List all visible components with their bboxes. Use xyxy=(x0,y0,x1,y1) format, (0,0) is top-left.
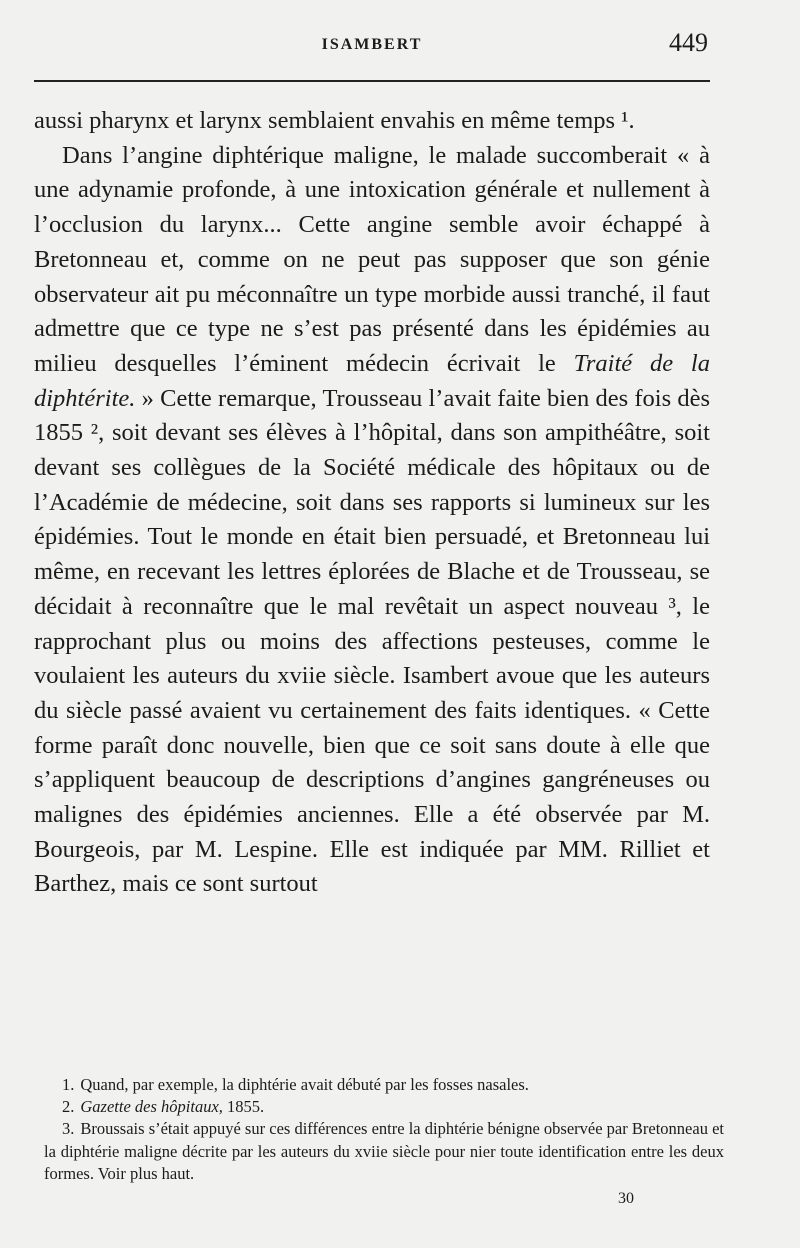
footnote-text: Quand, par exemple, la diphtérie avait débuté par les fosses nasales. xyxy=(80,1075,529,1094)
footnote xyxy=(44,1074,724,1096)
footnote-number: 2. xyxy=(62,1097,75,1117)
paragraph: aussi pharynx et larynx semblaient envahis en même temps ¹. xyxy=(34,107,635,134)
page-header xyxy=(34,28,710,62)
footnote xyxy=(44,1118,724,1185)
footnote-number: 1. xyxy=(62,1075,75,1094)
footnote-text: Gazette des hôpitaux, xyxy=(80,1097,223,1117)
paragraph-text: » Cette remarque, Trousseau l’avait faite bien des fois dès 1855 ², soit devant ses élèves à l’hôpital, dans son ampithéâtre, soit devant ses collègues de la Société médicale des hôpitaux ou de l’Académie de médecine, soit dans ses rapports si lumineux sur les épidémies. Tout le monde en était bien persuadé, et Bretonneau lui même, en recevant les lettres éplorées de Blache et de Trousseau, se décidait à reconnaître que le mal revêtait un aspect nouveau ³, le rapprochant plus ou moins des affections pesteuses, comme le voulaient les auteurs du xviie siècle. Isambert avoue que les auteurs du siècle passé avaient vu certainement des faits identiques. « Cette forme paraît donc nouvelle, bien que ce soit sans doute à elle que s’appliquent beaucoup de descriptions d’angines gangréneuses ou malignes des épidémies anciennes. Elle a été observée par M. Bourgeois, par M. Lespine. Elle est indiquée par MM. Rilliet et Barthez, mais ce sont surtout xyxy=(34,384,710,898)
paragraph xyxy=(34,139,710,902)
footnote-year: 1855. xyxy=(222,1097,265,1117)
cited-title: Traité de la diphtérite. xyxy=(34,349,710,412)
signature-mark: 30 xyxy=(618,1190,634,1207)
footnote-number: 3. xyxy=(62,1119,75,1139)
body-text xyxy=(34,104,710,902)
footnotes xyxy=(44,1074,724,1185)
running-title: ISAMBERT xyxy=(321,36,423,53)
footnote xyxy=(44,1096,724,1118)
footnote-text: Broussais s’était appuyé sur ces différences entre la diphtérie bénigne observée par Bretonneau et la diphtérie maligne décrite par les auteurs du xviie siècle pour nier toute identification entre les deux formes. Voir plus haut. xyxy=(44,1119,724,1183)
paragraph-text: Dans l’angine diphtérique maligne, le malade succomberait « à une adynamie profonde, à une intoxication générale et nullement à l’occlusion du larynx... Cette angine semble avoir échappé à Bretonneau et, comme on ne peut pas supposer que son génie observateur ait pu méconnaître un type morbide aussi tranché, il faut admettre que ce type ne s’est pas présenté dans les épidémies au milieu desquelles l’éminent médecin écrivait le xyxy=(34,141,710,377)
page-number: 449 xyxy=(669,28,708,57)
header-rule xyxy=(34,80,710,82)
